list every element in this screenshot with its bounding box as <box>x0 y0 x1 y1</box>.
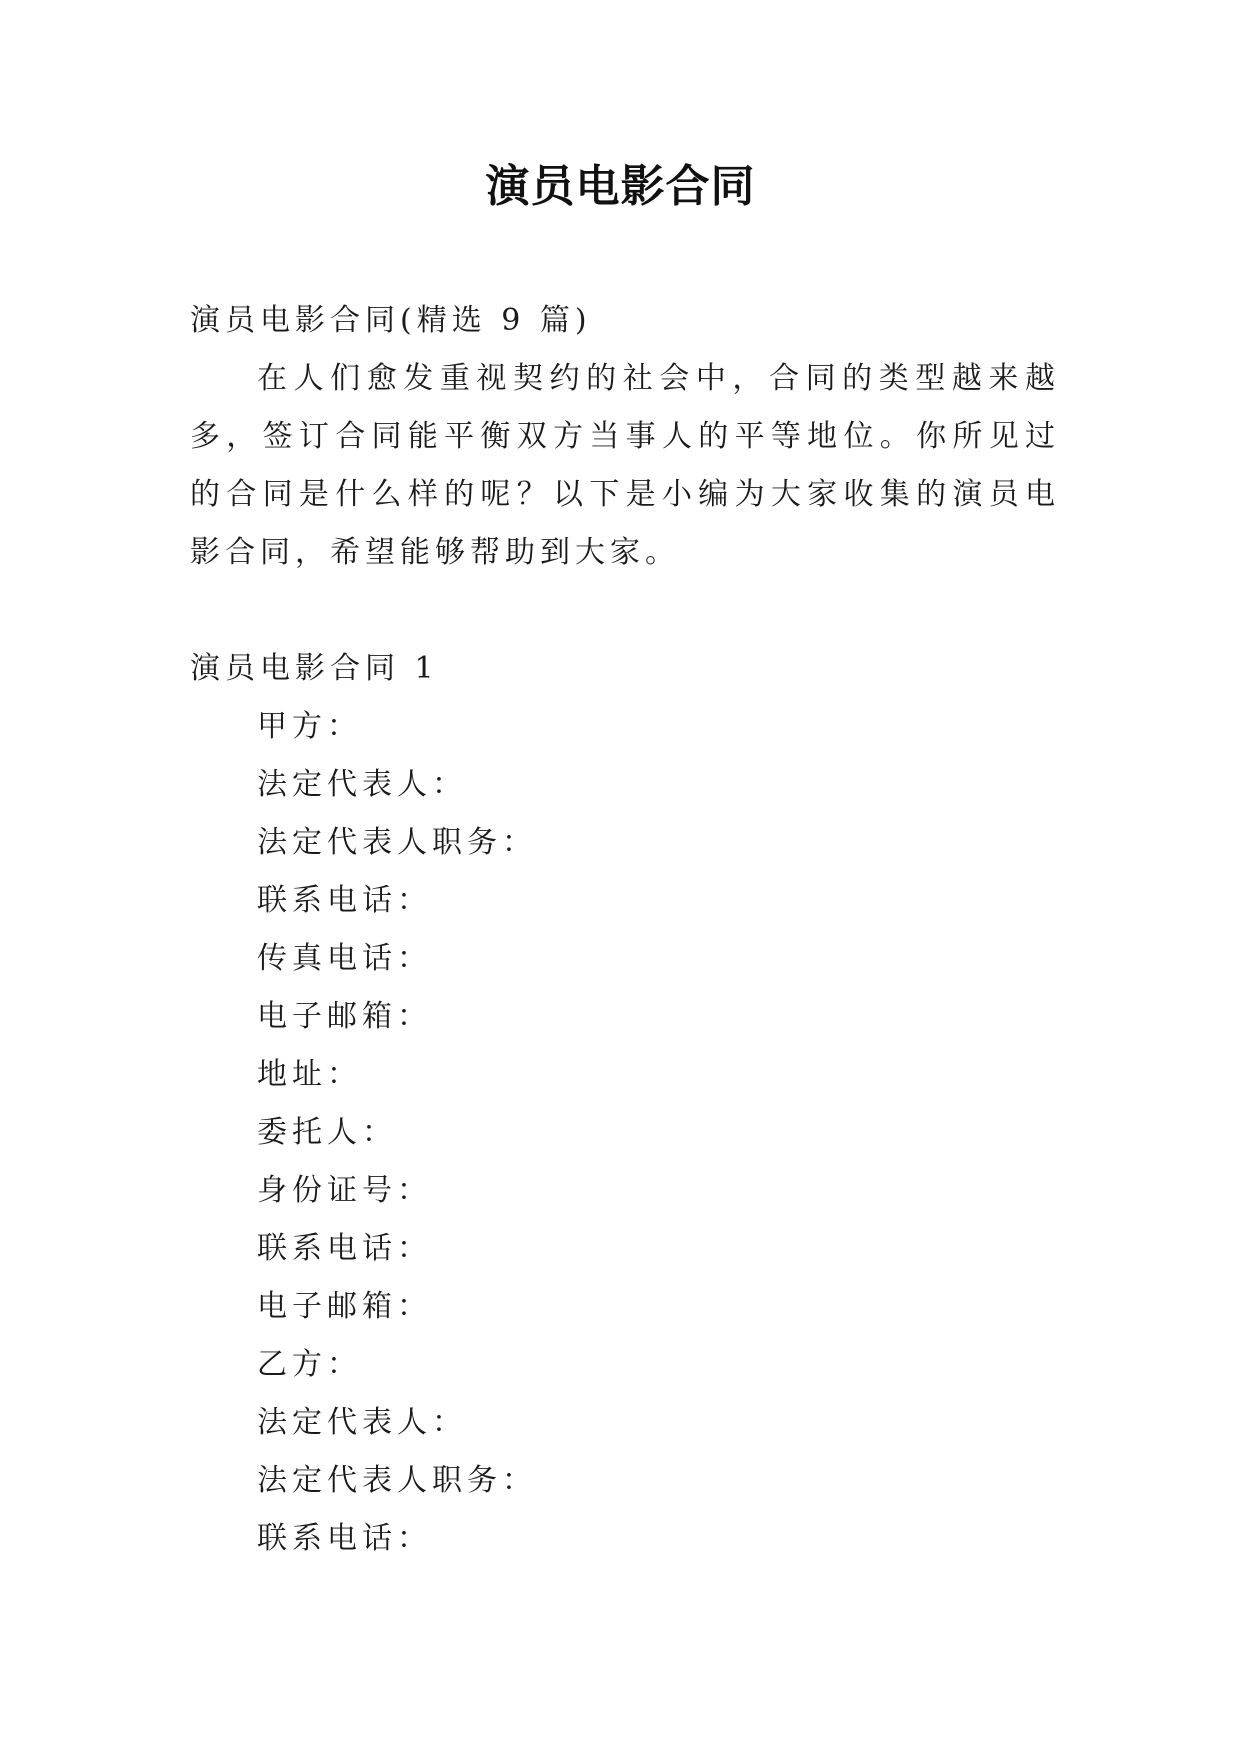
field-agent-email: 电子邮箱： <box>257 1289 432 1324</box>
field-agent: 委托人： <box>257 1115 397 1150</box>
field-agent-phone: 联系电话： <box>257 1231 432 1266</box>
document-subtitle: 演员电影合同(精选 9 篇) <box>190 303 592 338</box>
field-email: 电子邮箱： <box>257 999 432 1034</box>
field-id-number: 身份证号： <box>257 1173 432 1208</box>
field-party-b: 乙方： <box>257 1347 362 1382</box>
field-fax: 传真电话： <box>257 941 432 976</box>
field-b-phone: 联系电话： <box>257 1521 432 1556</box>
field-legal-representative: 法定代表人： <box>257 767 467 802</box>
intro-paragraph: 在人们愈发重视契约的社会中，合同的类型越来越多，签订合同能平衡双方当事人的平等地位。你所见过的合同是什么样的呢？以下是小编为大家收集的演员电影合同，希望能够帮助到大家。 <box>190 361 1060 570</box>
field-legal-representative-title: 法定代表人职务： <box>257 825 537 860</box>
field-b-legal-representative: 法定代表人： <box>257 1405 467 1440</box>
section-heading: 演员电影合同 1 <box>190 651 439 686</box>
paragraph-spacer <box>190 582 1060 640</box>
document-title: 演员电影合同 <box>485 161 756 212</box>
field-party-a: 甲方： <box>257 709 362 744</box>
document-body <box>190 292 1060 1568</box>
field-b-legal-representative-title: 法定代表人职务： <box>257 1463 537 1498</box>
field-address: 地址： <box>257 1057 362 1092</box>
field-phone: 联系电话： <box>257 883 432 918</box>
